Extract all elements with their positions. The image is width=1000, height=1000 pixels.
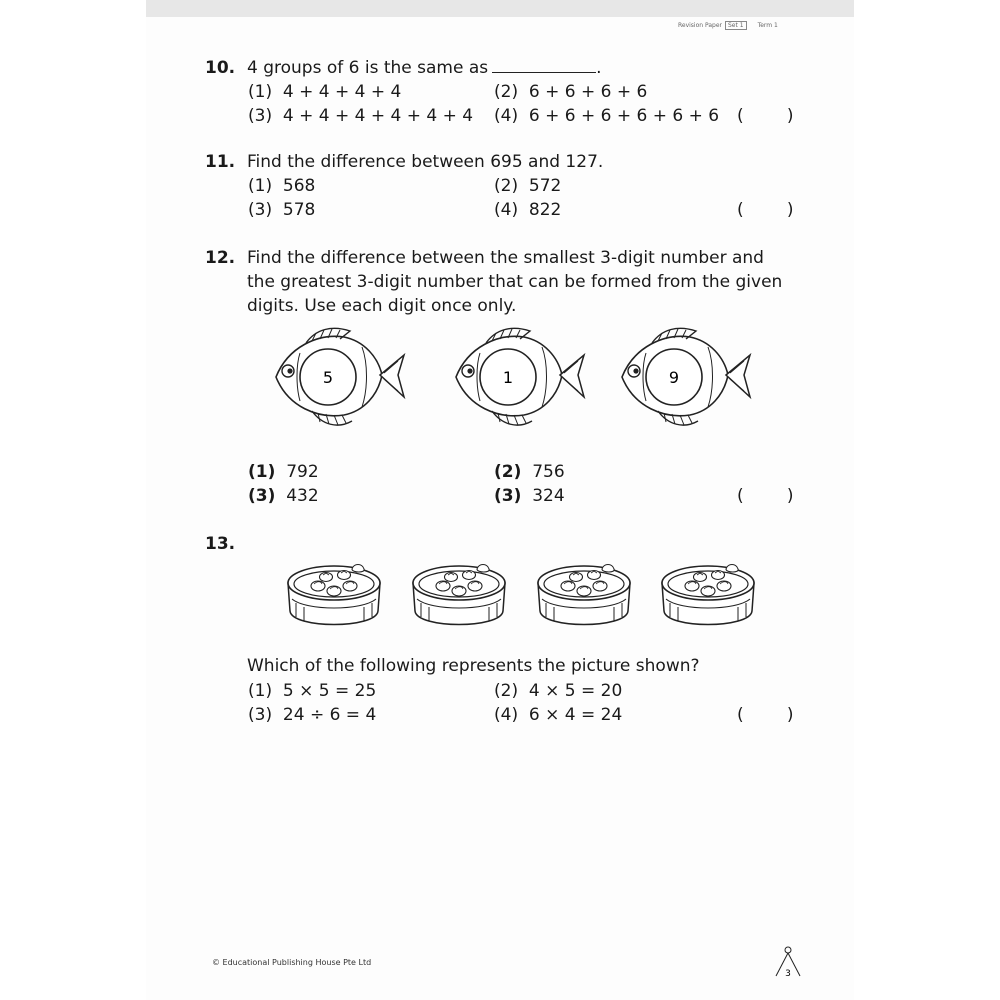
header-paper: Revision Paper xyxy=(678,22,722,29)
bowl-1 xyxy=(288,565,380,625)
q10-question xyxy=(247,58,602,78)
option-text: 6 + 6 + 6 + 6 + 6 + 6 xyxy=(528,106,720,126)
q12-line-2: the greatest 3-digit number that can be formed from the given xyxy=(247,272,783,292)
fish-3 xyxy=(622,328,750,425)
option-number: (2) xyxy=(494,82,519,102)
option-number: (4) xyxy=(494,106,519,126)
option-text: 4 + 4 + 4 + 4 + 4 + 4 xyxy=(282,106,474,126)
q12-option-2[interactable] xyxy=(494,462,565,482)
top-strip xyxy=(0,0,1000,18)
option-text: 568 xyxy=(282,176,316,196)
option-number: (2) xyxy=(494,462,522,482)
q10-text: 4 groups of 6 is the same as xyxy=(247,58,489,78)
q12-line-1: Find the difference between the smallest 3-digit number and xyxy=(247,248,764,268)
option-number: (3) xyxy=(248,106,273,126)
q12-option-1[interactable] xyxy=(248,462,319,482)
option-text: 6 + 6 + 6 + 6 xyxy=(528,82,648,102)
q10-option-3[interactable] xyxy=(248,106,473,126)
q13-text: Which of the following represents the picture shown? xyxy=(247,656,700,676)
q10-blank xyxy=(492,58,596,73)
option-text: 24 ÷ 6 = 4 xyxy=(282,705,377,725)
q10-number: 10. xyxy=(205,58,236,78)
q10-option-2[interactable] xyxy=(494,82,647,102)
option-number: (3) xyxy=(248,486,276,506)
fish-digits-figure xyxy=(260,325,780,440)
option-number: (1) xyxy=(248,462,276,482)
q11-option-1[interactable] xyxy=(248,176,315,196)
fish-digit-3: 9 xyxy=(668,368,680,387)
option-text: 756 xyxy=(532,462,565,482)
option-text: 822 xyxy=(528,200,562,220)
q10-option-4[interactable] xyxy=(494,106,719,126)
q11-number: 11. xyxy=(205,152,236,172)
q10-period: . xyxy=(596,58,602,78)
q13-option-1[interactable] xyxy=(248,681,376,701)
header-set: Set 1 xyxy=(725,21,747,30)
option-number: (3) xyxy=(248,200,273,220)
bowl-2 xyxy=(413,565,505,625)
q13-option-2[interactable] xyxy=(494,681,622,701)
option-text: 578 xyxy=(282,200,316,220)
bowl-4 xyxy=(662,565,754,625)
page-number: 3 xyxy=(785,969,791,979)
q13-option-3[interactable] xyxy=(248,705,376,725)
header-term: Term 1 xyxy=(757,22,778,29)
fish-1 xyxy=(276,328,404,425)
option-number: (3) xyxy=(494,486,522,506)
top-band xyxy=(146,0,854,17)
q13-answer-box[interactable]: ( ) xyxy=(737,705,794,725)
page-header xyxy=(678,21,778,30)
fish-2 xyxy=(456,328,584,425)
option-number: (1) xyxy=(248,176,273,196)
option-text: 572 xyxy=(528,176,562,196)
option-text: 792 xyxy=(286,462,319,482)
option-number: (2) xyxy=(494,176,519,196)
copyright-footer: © Educational Publishing House Pte Ltd xyxy=(212,958,372,967)
option-number: (4) xyxy=(494,705,519,725)
option-number: (3) xyxy=(248,705,273,725)
option-text: 5 × 5 = 25 xyxy=(282,681,377,701)
bowls-figure xyxy=(282,553,762,635)
option-text: 6 × 4 = 24 xyxy=(528,705,623,725)
option-text: 4 × 5 = 20 xyxy=(528,681,623,701)
fish-digit-2: 1 xyxy=(502,368,514,387)
q13-option-4[interactable] xyxy=(494,705,622,725)
q11-option-4[interactable] xyxy=(494,200,561,220)
q12-option-4[interactable] xyxy=(494,486,565,506)
option-text: 432 xyxy=(286,486,319,506)
q11-text: Find the difference between 695 and 127. xyxy=(247,152,604,172)
fish-digit-1: 5 xyxy=(322,368,334,387)
q11-answer-box[interactable]: ( ) xyxy=(737,200,794,220)
q10-answer-box[interactable]: ( ) xyxy=(737,106,794,126)
option-number: (2) xyxy=(494,681,519,701)
q12-number: 12. xyxy=(205,248,236,268)
option-number: (1) xyxy=(248,681,273,701)
option-text: 4 + 4 + 4 + 4 xyxy=(282,82,402,102)
q11-option-3[interactable] xyxy=(248,200,315,220)
q13-number: 13. xyxy=(205,534,236,554)
q12-answer-box[interactable]: ( ) xyxy=(737,486,794,506)
q10-option-1[interactable] xyxy=(248,82,401,102)
option-text: 324 xyxy=(532,486,565,506)
q11-option-2[interactable] xyxy=(494,176,561,196)
bowl-3 xyxy=(538,565,630,625)
q12-line-3: digits. Use each digit once only. xyxy=(247,296,517,316)
compass-page-icon xyxy=(770,944,806,980)
option-number: (4) xyxy=(494,200,519,220)
option-number: (1) xyxy=(248,82,273,102)
q12-option-3[interactable] xyxy=(248,486,319,506)
